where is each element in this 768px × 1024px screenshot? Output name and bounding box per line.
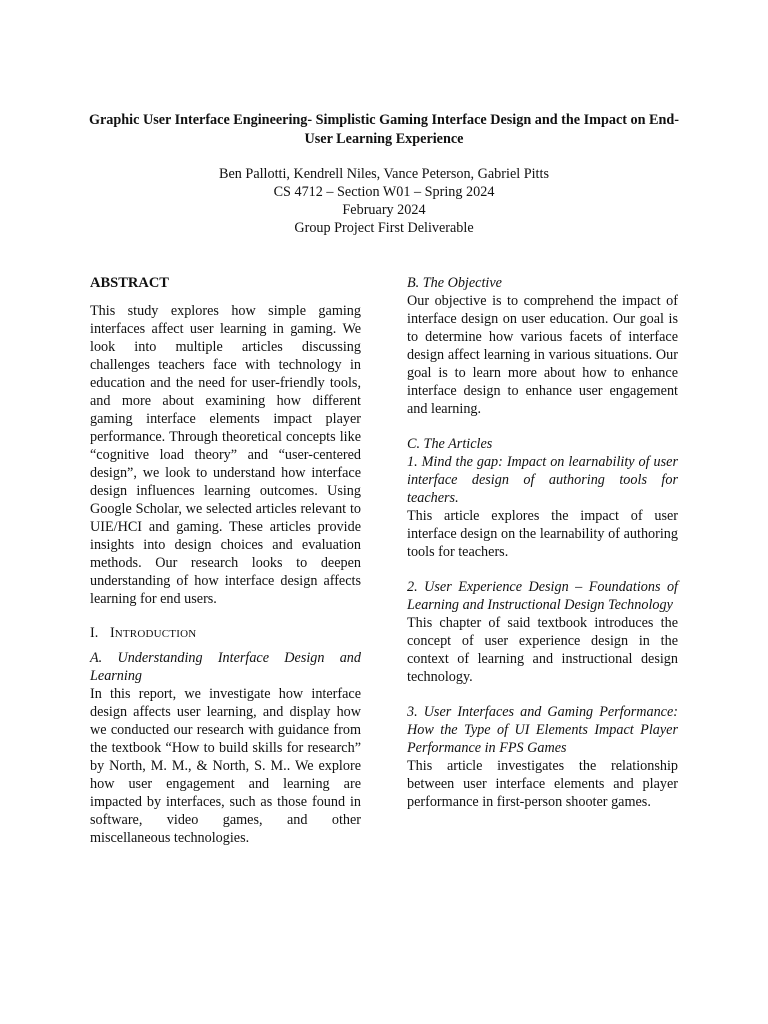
date: February 2024	[342, 202, 426, 218]
left-column	[90, 274, 361, 847]
course-info: CS 4712 – Section W01 – Spring 2024	[273, 184, 495, 200]
article-2-summary: This chapter of said textbook introduces the concept of user experience design in the context of learning and instructional design technology.	[407, 615, 678, 685]
introduction-heading	[90, 624, 361, 643]
article-3-summary: This article investigates the relationship between user interface elements and player performance in first-person shooter games.	[407, 758, 678, 810]
article-3-title: 3. User Interfaces and Gaming Performance: How the Type of UI Elements Impact Player Performance in FPS Games	[407, 704, 678, 756]
article-1-summary: This article explores the impact of user interface design on the learnability of authoring tools for teachers.	[407, 508, 678, 560]
abstract-heading: ABSTRACT	[90, 275, 169, 291]
subsection-b-heading: B. The Objective	[407, 275, 502, 291]
section-number: I.	[90, 625, 99, 641]
subsection-a-heading: A. Understanding Interface Design and Learning	[90, 650, 361, 684]
article-1-title: 1. Mind the gap: Impact on learnability of user interface design of authoring tools for teachers.	[407, 454, 678, 506]
paper-metadata	[80, 165, 688, 237]
right-column	[407, 274, 678, 811]
deliverable: Group Project First Deliverable	[294, 220, 474, 236]
subsection-a-text: In this report, we investigate how interface design affects user learning, and display how we conducted our research with guidance from the textbook “How to build skills for research” by North, M. M., & North, S. M.. We explore how user engagement and learning are impacted by interfaces, such as those found in software, video games, and other miscellaneous technologies.	[90, 686, 361, 846]
section-title-first-letter: I	[110, 625, 115, 641]
subsection-c-heading: C. The Articles	[407, 436, 493, 452]
section-title-rest: NTRODUCTION	[114, 628, 197, 640]
paper-title: Graphic User Interface Engineering- Simplistic Gaming Interface Design and the Impact on End-User Learning Experience	[88, 112, 680, 147]
authors: Ben Pallotti, Kendrell Niles, Vance Peterson, Gabriel Pitts	[219, 166, 549, 182]
subsection-b-text: Our objective is to comprehend the impact of interface design on user education. Our goal is to determine how various facets of interface design affect learning in various situations. Our goal is to learn more about how to enhance interface design to enhance user engagement and learning.	[407, 293, 678, 417]
article-2-title: 2. User Experience Design – Foundations of Learning and Instructional Design Technology	[407, 579, 678, 613]
abstract-text: This study explores how simple gaming interfaces affect user learning in gaming. We look into multiple articles discussing challenges teachers face with technology in education and the need for user-friendly tools, and more about examining how different gaming interface elements impact player performance. Through theoretical concepts like “cognitive load theory” and “user-centered design”, we look to understand how interface design influences learning outcomes. Using Google Scholar, we selected articles relevant to UIE/HCI and gaming. These articles provide insights into design choices and evaluation methods. Our research looks to deepen understanding of how interface design affects learning for end users.	[90, 303, 361, 607]
